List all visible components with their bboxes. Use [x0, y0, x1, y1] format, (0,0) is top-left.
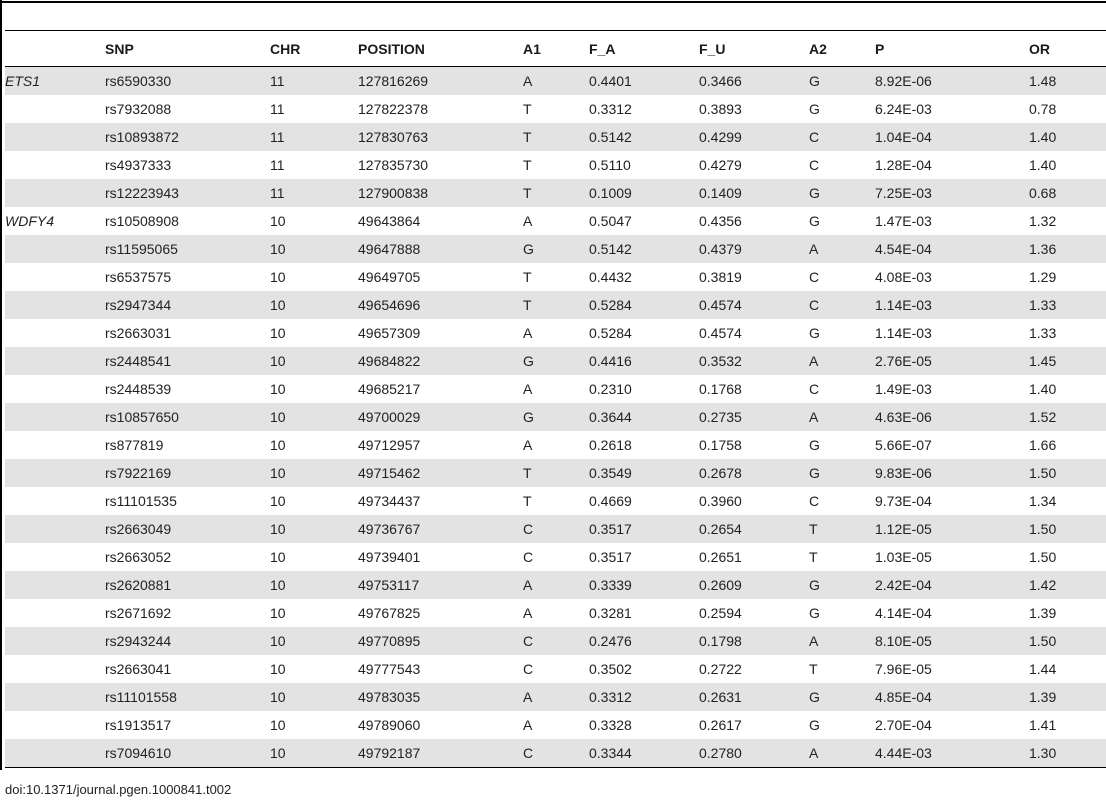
- cell-chr: 10: [270, 269, 286, 285]
- cell-a1: T: [523, 101, 532, 117]
- cell-position: 49657309: [358, 325, 421, 341]
- cell-f-a: 0.3517: [589, 549, 632, 565]
- cell-p: 2.70E-04: [875, 717, 932, 733]
- cell-chr: 10: [270, 717, 286, 733]
- cell-chr: 11: [270, 101, 285, 117]
- cell-a1: G: [523, 353, 534, 369]
- cell-position: 49792187: [358, 745, 421, 761]
- cell-a2: C: [809, 297, 820, 313]
- cell-position: 127835730: [358, 157, 429, 173]
- cell-f-u: 0.1758: [699, 437, 742, 453]
- cell-or: 1.36: [1029, 241, 1057, 257]
- cell-snp: rs2943244: [105, 633, 172, 649]
- cell-chr: 10: [270, 437, 286, 453]
- cell-or: 1.33: [1029, 325, 1057, 341]
- cell-position: 49789060: [358, 717, 421, 733]
- cell-a1: T: [523, 493, 532, 509]
- cell-gene: [5, 683, 105, 711]
- col-header-a2: A2: [809, 40, 827, 57]
- table-row: [5, 403, 1106, 431]
- cell-gene: [5, 599, 105, 627]
- table-row: [5, 487, 1106, 515]
- cell-p: 1.49E-03: [875, 381, 932, 397]
- cell-or: 1.29: [1029, 269, 1057, 285]
- table-row: [5, 263, 1106, 291]
- cell-snp: rs877819: [105, 437, 164, 453]
- cell-snp: rs7932088: [105, 101, 172, 117]
- cell-chr: 11: [270, 129, 285, 145]
- cell-f-a: 0.2476: [589, 633, 632, 649]
- cell-position: 49736767: [358, 521, 421, 537]
- cell-position: 49684822: [358, 353, 421, 369]
- cell-or: 1.50: [1029, 465, 1057, 481]
- cell-or: 1.39: [1029, 605, 1057, 621]
- cell-f-u: 0.1409: [699, 185, 742, 201]
- cell-gene: [5, 627, 105, 655]
- cell-f-u: 0.4279: [699, 157, 742, 173]
- cell-snp: rs11595065: [105, 241, 178, 257]
- cell-or: 1.44: [1029, 661, 1057, 677]
- table-row: [5, 655, 1106, 683]
- table-row: [5, 459, 1106, 487]
- cell-f-a: 0.4669: [589, 493, 632, 509]
- cell-a2: C: [809, 269, 820, 285]
- cell-position: 49739401: [358, 549, 421, 565]
- cell-snp: rs6537575: [105, 269, 172, 285]
- cell-a1: A: [523, 325, 533, 341]
- col-header-gene: [5, 31, 105, 67]
- cell-a1: C: [523, 661, 534, 677]
- cell-f-u: 0.2594: [699, 605, 742, 621]
- cell-f-u: 0.1768: [699, 381, 742, 397]
- cell-f-a: 0.3502: [589, 661, 632, 677]
- cell-snp: rs2448541: [105, 353, 172, 369]
- cell-a1: A: [523, 689, 533, 705]
- cell-or: 1.30: [1029, 745, 1057, 761]
- cell-snp: rs2663041: [105, 661, 172, 677]
- cell-chr: 10: [270, 493, 286, 509]
- cell-a2: G: [809, 605, 820, 621]
- cell-chr: 10: [270, 521, 286, 537]
- cell-p: 7.96E-05: [875, 661, 932, 677]
- table-row: [5, 375, 1106, 403]
- table-row: [5, 431, 1106, 459]
- cell-p: 4.44E-03: [875, 745, 932, 761]
- cell-or: 1.34: [1029, 493, 1057, 509]
- table-row: [5, 627, 1106, 655]
- cell-position: 49647888: [358, 241, 421, 257]
- cell-p: 1.04E-04: [875, 129, 932, 145]
- cell-a2: A: [809, 241, 819, 257]
- cell-p: 2.76E-05: [875, 353, 932, 369]
- cell-a2: G: [809, 73, 820, 89]
- cell-or: 1.45: [1029, 353, 1057, 369]
- cell-f-u: 0.2735: [699, 409, 742, 425]
- cell-gene: WDFY4: [5, 213, 54, 229]
- cell-f-u: 0.2631: [699, 689, 742, 705]
- cell-a2: A: [809, 353, 819, 369]
- cell-gene: [5, 543, 105, 571]
- cell-p: 5.66E-07: [875, 437, 932, 453]
- cell-f-a: 0.5284: [589, 297, 632, 313]
- cell-a2: G: [809, 437, 820, 453]
- cell-f-u: 0.3893: [699, 101, 742, 117]
- col-header-a1: A1: [523, 40, 541, 57]
- cell-position: 49643864: [358, 213, 421, 229]
- cell-a1: C: [523, 745, 534, 761]
- col-header-chr: CHR: [270, 40, 301, 57]
- cell-chr: 10: [270, 661, 286, 677]
- cell-f-u: 0.2609: [699, 577, 742, 593]
- cell-p: 7.25E-03: [875, 185, 932, 201]
- cell-p: 1.28E-04: [875, 157, 932, 173]
- cell-snp: rs2448539: [105, 381, 172, 397]
- cell-chr: 10: [270, 577, 286, 593]
- cell-snp: rs6590330: [105, 73, 172, 89]
- cell-gene: [5, 739, 105, 768]
- cell-position: 49753117: [358, 577, 420, 593]
- cell-chr: 10: [270, 409, 286, 425]
- cell-position: 49685217: [358, 381, 421, 397]
- cell-or: 1.40: [1029, 129, 1057, 145]
- cell-a1: A: [523, 717, 533, 733]
- table-row: [5, 123, 1106, 151]
- table-row: [5, 683, 1106, 711]
- cell-position: 49654696: [358, 297, 421, 313]
- cell-gene: [5, 123, 105, 151]
- cell-f-u: 0.2722: [699, 661, 742, 677]
- cell-p: 1.14E-03: [875, 325, 932, 341]
- doi-footer: doi:10.1371/journal.pgen.1000841.t002: [5, 782, 232, 797]
- cell-chr: 10: [270, 213, 286, 229]
- cell-position: 49649705: [358, 269, 421, 285]
- cell-a1: G: [523, 409, 534, 425]
- cell-or: 1.33: [1029, 297, 1057, 313]
- cell-f-u: 0.4356: [699, 213, 742, 229]
- cell-a2: A: [809, 633, 819, 649]
- cell-gene: [5, 459, 105, 487]
- table-row: [5, 711, 1106, 739]
- cell-f-a: 0.3339: [589, 577, 632, 593]
- cell-p: 4.63E-06: [875, 409, 932, 425]
- cell-snp: rs2663052: [105, 549, 172, 565]
- cell-f-a: 0.2618: [589, 437, 632, 453]
- table-row: [5, 515, 1106, 543]
- cell-a2: G: [809, 689, 820, 705]
- cell-a2: C: [809, 129, 820, 145]
- cell-snp: rs2947344: [105, 297, 172, 313]
- table-row: [5, 151, 1106, 179]
- table-row: [5, 739, 1106, 768]
- cell-f-a: 0.3312: [589, 101, 632, 117]
- cell-or: 1.40: [1029, 157, 1057, 173]
- cell-f-a: 0.5142: [589, 129, 632, 145]
- cell-p: 2.42E-04: [875, 577, 932, 593]
- cell-a1: T: [523, 129, 532, 145]
- cell-f-u: 0.2651: [699, 549, 742, 565]
- cell-a1: T: [523, 465, 532, 481]
- cell-or: 1.48: [1029, 73, 1057, 89]
- cell-chr: 10: [270, 689, 286, 705]
- cell-a2: A: [809, 745, 819, 761]
- cell-position: 127822378: [358, 101, 429, 117]
- table-row: [5, 235, 1106, 263]
- cell-p: 8.10E-05: [875, 633, 932, 649]
- col-header-position: POSITION: [358, 40, 425, 57]
- col-header-f-a: F_A: [589, 40, 616, 57]
- cell-a2: G: [809, 465, 820, 481]
- cell-p: 9.73E-04: [875, 493, 932, 509]
- table-row: [5, 207, 1106, 235]
- cell-p: 6.24E-03: [875, 101, 932, 117]
- cell-f-u: 0.2780: [699, 745, 742, 761]
- cell-p: 1.12E-05: [875, 521, 932, 537]
- cell-f-a: 0.4401: [589, 73, 632, 89]
- cell-f-a: 0.3644: [589, 409, 632, 425]
- cell-p: 4.14E-04: [875, 605, 932, 621]
- cell-a1: C: [523, 633, 534, 649]
- cell-snp: rs1913517: [105, 717, 172, 733]
- cell-f-a: 0.3328: [589, 717, 632, 733]
- cell-f-a: 0.3281: [589, 605, 632, 621]
- cell-a1: T: [523, 185, 532, 201]
- cell-gene: [5, 431, 105, 459]
- cell-p: 9.83E-06: [875, 465, 932, 481]
- cell-f-u: 0.2654: [699, 521, 742, 537]
- cell-a2: C: [809, 381, 820, 397]
- cell-f-a: 0.5047: [589, 213, 632, 229]
- cell-f-u: 0.4379: [699, 241, 742, 257]
- cell-position: 49783035: [358, 689, 421, 705]
- cell-a2: A: [809, 409, 819, 425]
- cell-f-u: 0.4299: [699, 129, 742, 145]
- cell-position: 127816269: [358, 73, 429, 89]
- cell-p: 4.08E-03: [875, 269, 932, 285]
- table-row: [5, 571, 1106, 599]
- cell-chr: 10: [270, 241, 286, 257]
- table-row: [5, 543, 1106, 571]
- cell-position: 127900838: [358, 185, 429, 201]
- cell-snp: rs2620881: [105, 577, 172, 593]
- cell-a1: A: [523, 381, 533, 397]
- cell-or: 1.50: [1029, 521, 1057, 537]
- cell-gene: [5, 291, 105, 319]
- cell-snp: rs2671692: [105, 605, 172, 621]
- cell-f-a: 0.5142: [589, 241, 632, 257]
- cell-or: 1.41: [1029, 717, 1057, 733]
- cell-or: 1.66: [1029, 437, 1057, 453]
- cell-gene: [5, 487, 105, 515]
- cell-gene: [5, 235, 105, 263]
- cell-chr: 11: [270, 73, 285, 89]
- cell-a1: C: [523, 549, 534, 565]
- cell-f-u: 0.3466: [699, 73, 742, 89]
- cell-f-a: 0.3549: [589, 465, 632, 481]
- cell-a1: T: [523, 269, 532, 285]
- cell-snp: rs11101535: [105, 493, 177, 509]
- cell-or: 1.52: [1029, 409, 1057, 425]
- table-row: [5, 95, 1106, 123]
- cell-or: 1.50: [1029, 633, 1057, 649]
- table-row: [5, 67, 1106, 96]
- cell-f-a: 0.5110: [589, 157, 631, 173]
- cell-gene: [5, 319, 105, 347]
- cell-a2: G: [809, 185, 820, 201]
- cell-gene: [5, 151, 105, 179]
- table-header: [5, 31, 1106, 67]
- cell-a2: G: [809, 101, 820, 117]
- cell-chr: 10: [270, 633, 286, 649]
- cell-f-a: 0.3517: [589, 521, 632, 537]
- cell-gene: [5, 347, 105, 375]
- table-body: [5, 67, 1106, 768]
- header-row: [5, 31, 1106, 67]
- cell-chr: 10: [270, 325, 286, 341]
- cell-f-u: 0.3960: [699, 493, 742, 509]
- table-row: [5, 347, 1106, 375]
- cell-a1: A: [523, 437, 533, 453]
- cell-f-a: 0.4416: [589, 353, 632, 369]
- cell-or: 1.32: [1029, 213, 1057, 229]
- cell-position: 49777543: [358, 661, 421, 677]
- snp-association-table: [5, 30, 1106, 768]
- cell-or: 1.40: [1029, 381, 1057, 397]
- cell-f-u: 0.1798: [699, 633, 742, 649]
- cell-f-a: 0.3312: [589, 689, 632, 705]
- cell-chr: 10: [270, 745, 286, 761]
- cell-f-u: 0.3532: [699, 353, 742, 369]
- cell-chr: 10: [270, 381, 286, 397]
- cell-a2: T: [809, 521, 818, 537]
- cell-position: 49770895: [358, 633, 421, 649]
- cell-snp: rs10893872: [105, 129, 179, 145]
- cell-gene: [5, 711, 105, 739]
- cell-position: 49734437: [358, 493, 421, 509]
- cell-f-u: 0.2678: [699, 465, 742, 481]
- cell-snp: rs2663031: [105, 325, 172, 341]
- cell-a1: A: [523, 605, 533, 621]
- cell-position: 49712957: [358, 437, 421, 453]
- table-row: [5, 179, 1106, 207]
- cell-gene: [5, 179, 105, 207]
- cell-a2: C: [809, 157, 820, 173]
- cell-f-a: 0.3344: [589, 745, 632, 761]
- cell-a1: A: [523, 213, 533, 229]
- cell-a2: T: [809, 661, 818, 677]
- cell-a2: G: [809, 577, 820, 593]
- cell-gene: [5, 403, 105, 431]
- cell-gene: [5, 515, 105, 543]
- cell-snp: rs10857650: [105, 409, 179, 425]
- cell-f-a: 0.5284: [589, 325, 632, 341]
- cell-p: 4.54E-04: [875, 241, 932, 257]
- cell-gene: [5, 655, 105, 683]
- cell-snp: rs7094610: [105, 745, 172, 761]
- cell-a1: G: [523, 241, 534, 257]
- cell-chr: 11: [270, 185, 285, 201]
- cell-gene: [5, 95, 105, 123]
- cell-or: 1.39: [1029, 689, 1057, 705]
- cell-p: 1.14E-03: [875, 297, 932, 313]
- cell-snp: rs11101558: [105, 689, 177, 705]
- cell-or: 1.50: [1029, 549, 1057, 565]
- col-header-p: P: [875, 40, 885, 57]
- cell-f-a: 0.1009: [589, 185, 632, 201]
- cell-snp: rs10508908: [105, 213, 179, 229]
- cell-snp: rs12223943: [105, 185, 179, 201]
- cell-f-u: 0.3819: [699, 269, 742, 285]
- cell-snp: rs7922169: [105, 465, 172, 481]
- cell-gene: ETS1: [5, 73, 41, 89]
- cell-p: 1.03E-05: [875, 549, 932, 565]
- cell-position: 49700029: [358, 409, 421, 425]
- cell-a1: A: [523, 577, 533, 593]
- cell-or: 1.42: [1029, 577, 1057, 593]
- col-header-or: OR: [1029, 40, 1050, 57]
- cell-position: 49767825: [358, 605, 421, 621]
- cell-snp: rs2663049: [105, 521, 172, 537]
- cell-gene: [5, 263, 105, 291]
- cell-chr: 10: [270, 297, 286, 313]
- cell-position: 49715462: [358, 465, 421, 481]
- cell-a2: C: [809, 493, 820, 509]
- table-row: [5, 599, 1106, 627]
- top-rule: [0, 1, 1106, 3]
- cell-or: 0.78: [1029, 101, 1057, 117]
- cell-p: 8.92E-06: [875, 73, 932, 89]
- cell-a1: T: [523, 157, 532, 173]
- cell-f-a: 0.2310: [589, 381, 632, 397]
- cell-p: 1.47E-03: [875, 213, 932, 229]
- cell-p: 4.85E-04: [875, 689, 932, 705]
- cell-chr: 10: [270, 465, 286, 481]
- table-row: [5, 291, 1106, 319]
- cell-f-u: 0.4574: [699, 325, 742, 341]
- cell-a1: A: [523, 73, 533, 89]
- cell-or: 0.68: [1029, 185, 1057, 201]
- cell-gene: [5, 571, 105, 599]
- cell-a2: G: [809, 717, 820, 733]
- cell-gene: [5, 375, 105, 403]
- cell-f-u: 0.4574: [699, 297, 742, 313]
- cell-a1: T: [523, 297, 532, 313]
- cell-chr: 10: [270, 605, 286, 621]
- cell-f-u: 0.2617: [699, 717, 742, 733]
- col-header-f-u: F_U: [699, 40, 726, 57]
- cell-a2: G: [809, 325, 820, 341]
- cell-chr: 10: [270, 549, 286, 565]
- cell-a2: T: [809, 549, 818, 565]
- cell-position: 127830763: [358, 129, 429, 145]
- cell-a2: G: [809, 213, 820, 229]
- cell-f-a: 0.4432: [589, 269, 632, 285]
- cell-a1: C: [523, 521, 534, 537]
- col-header-snp: SNP: [105, 40, 134, 57]
- cell-chr: 11: [270, 157, 285, 173]
- table-row: [5, 319, 1106, 347]
- cell-snp: rs4937333: [105, 157, 172, 173]
- cell-chr: 10: [270, 353, 286, 369]
